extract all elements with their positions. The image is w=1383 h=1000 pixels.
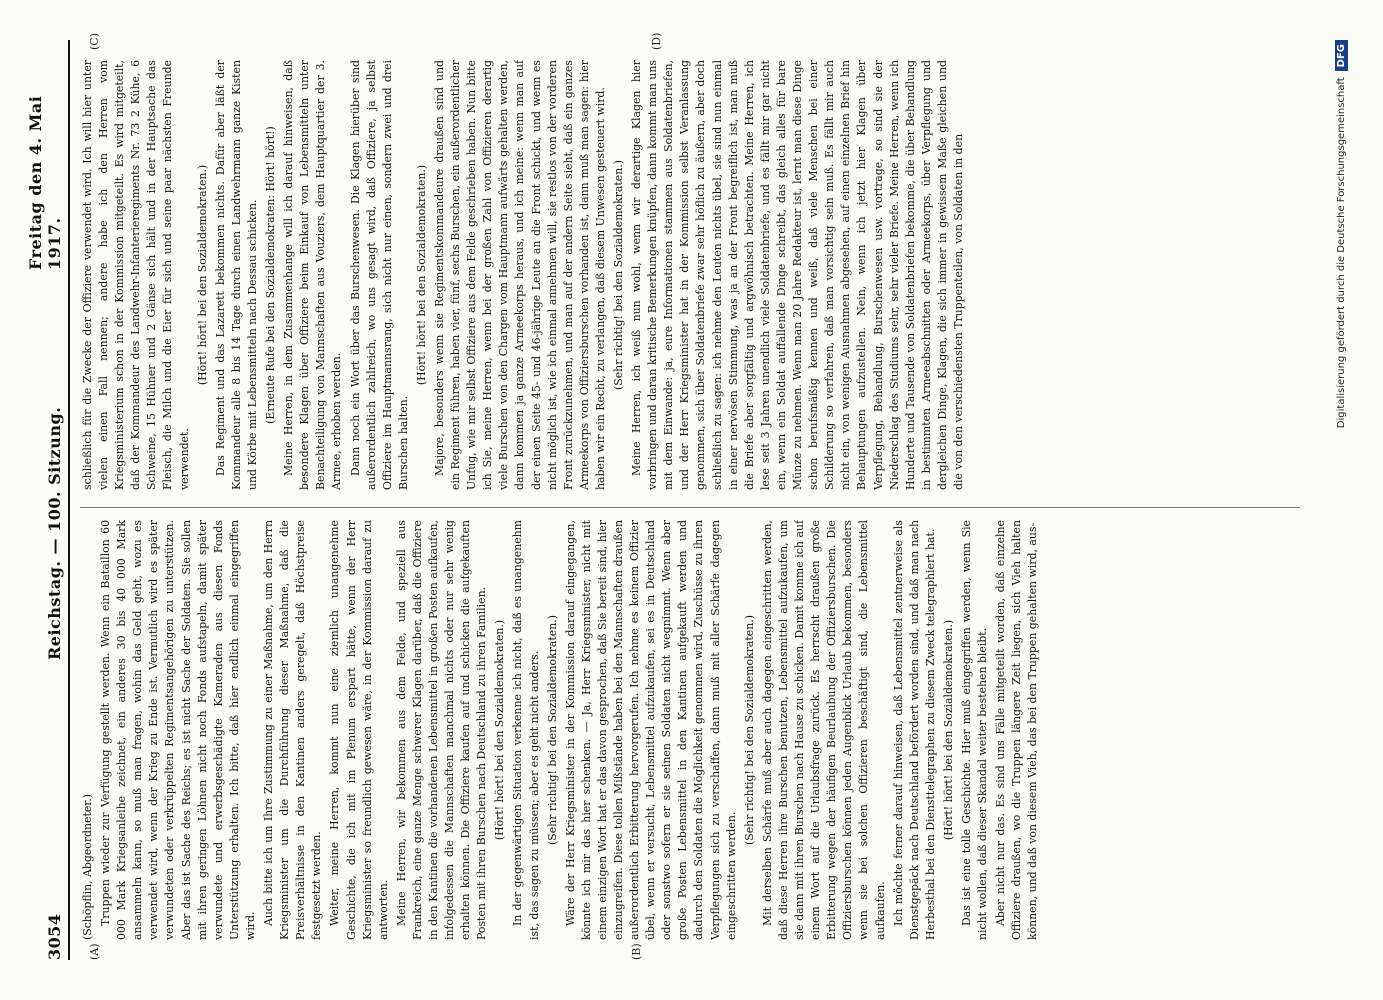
paragraph: Mit derselben Schärfe muß aber auch dagegen eingeschritten werden, daß diese Herren ihre Burschen benutzen, Lebensmittel aufzukaufen, um sie dann mit ihren Burschen nach Hause zu schicken. Damit komme ich auf einem Wort auf die Urlaubsfrage zurück. Es herrscht draußen große Erbitterung wegen der häufigen Beurlaubung der Offiziersburschen. Die Offiziersburschen können jeden Augenblick Urlaub bekommen, besonders wenn sie bei solchen Offizieren beschäftigt sind, die Lebensmittel aufkaufen.: [760, 520, 887, 940]
paragraph: Auch bitte ich um Ihre Zustimmung zu einer Maßnahme, um den Herrn Kriegsminister um die Durchführung dieser Maßnahme, daß die Preisverhältnisse in den Kantinen anders geregelt, daß Höchstpreise festgesetzt werden.: [262, 520, 324, 940]
credit-text: Digitalisierung gefördert durch die Deutsche Forschungsgemeinschaft: [1336, 77, 1347, 429]
left-text-column: [80, 520, 1300, 940]
paragraph: Wäre der Herr Kriegsminister in der Kommission darauf eingegangen, könnte ich mir das hier schenken. — Ja, Herr Kriegsminister, nicht mit einem einzigen Wort hat er das davon gesprochen, daß Sie bereit sind, hier einzugreifen. Diese tollen Mißstände haben bei den Mannschaften draußen außerordentlich Erbitterung hervorgerufen. Ich nehme es keinem Offizier übel, wenn er versucht, Lebensmittel aufzukaufen, sei es in Deutschland oder sonstwo sofern er sie seinen Soldaten nicht wegnimmt. Wenn aber große Posten Lebensmittel in den Kantinen aufgekauft werden und dadurch den Soldaten die Möglichkeit genommen wird, Zuschüsse zu ihren Verpflegungen sich zu verschaffen, dann muß mit aller Schärfe dagegen eingeschritten werden.: [563, 520, 738, 940]
page-header: [26, 40, 70, 960]
margin-marker-b: (B): [630, 943, 643, 960]
column-divider: [80, 507, 1300, 508]
digitization-credit: [1335, 40, 1355, 960]
interjection: (Sehr richtig! bei den Sozialdemokraten.): [545, 615, 559, 845]
paragraph: In der gegenwärtigen Situation verkenne ich nicht, daß es unangenehm ist, das sagen zu müssen; aber es geht nicht anders.: [511, 520, 541, 940]
right-text-column: [80, 60, 1300, 490]
paragraph: Meine Herren, in dem Zusammenhange will ich darauf hinweisen, daß besondere Klagen über Offiziere beim Einkauf von Lebensmitteln unter Benachteiligung von Mannschaften aus Vouziers, dem Hauptquartier der 3. Armee, erhoben werden.: [282, 60, 344, 490]
paragraph: Ich möchte ferner darauf hinweisen, daß Lebensmittel zentnerweise als Dienstgepäck nach Deutschland befördert worden sind, und daß man nach Herbesthal bei den Diensttelegraphen zu diesem Zweck telegraphiert hat.: [891, 520, 937, 940]
margin-marker-d: (D): [650, 32, 663, 50]
interjection: (Hört! hört! bei den Sozialdemokraten.): [493, 619, 507, 841]
interjection: (Sehr richtig! bei den Sozialdemokraten.): [742, 615, 756, 845]
interjection: (Hört! hört! bei den Sozialdemokraten.): [195, 164, 209, 386]
interjection: (Erneute Rufe bei den Sozialdemokraten: Hört! hört!): [264, 126, 278, 424]
page-number: 3054: [45, 913, 64, 960]
margin-marker-c: (C): [88, 33, 101, 50]
session-title: Reichstag. — 100. Sitzung.: [45, 406, 64, 660]
paragraph: Meine Herren, ich weiß nun wohl, wenn wir derartige Klagen hier vorbringen und daran kritische Bemerkungen knüpfen, dann kommt man uns mit dem Einwande: ja, eure Informationen stammen aus Soldatenbriefen, und der Herr Kriegsminister hat in der Kommission selbst Veranlassung genommen, sich über Soldatenbriefe zwar sehr höflich zu äußern, aber doch schließlich zu sagen: ich nehme den Leuten nichts übel, sie sind nun einmal in einer nervösen Stimmung, was ja an der Front begreiflich ist, man muß die Briefe aber sorgfältig und argwöhnisch betrachten. Meine Herren, ich lese seit 3 Jahren unendlich viele Soldatenbriefe, und es fällt mir gar nicht ein, wenn ein Soldat auffallende Dinge schreibt, das gleich alles für bare Münze zu nehmen. Wenn man 20 Jahre Redakteur ist, lernt man diese Dinge schon berufsmäßig kennen und weiß, daß viele Menschen bei einer Schilderung so verfahren, daß man vorsichtig sein muß. Es fällt mir auch nicht ein, von wenigen Ausnahmen abgesehen, auf einen einzelnen Brief hin Behauptungen aufzustellen. Nein, wenn ich jetzt hier Klagen über Verpflegung, Behandlung, Burschenwesen usw. vortrage, so sind sie der Niederschlag des Studiums sehr, sehr vieler Briefe. Meine Herren, wenn ich Hunderte und Tausende von Soldatenbriefen bekomme, die über Behandlung in bestimmten Armeeabschnitten oder Armeekorps, über Verpflegung und dergleichen Dinge, Klagen, die sich immer in gewissem Maße gleichen und die von den verschiedensten Truppenteilen, von Soldaten in den: [630, 60, 965, 490]
paragraph: Aber nicht nur das. Es sind uns Fälle mitgeteilt worden, daß einzelne Offiziere draußen, wo die Truppen längere Zeit liegen, sich Vieh halten können, und daß von diesem Vieh, das bei den Truppen gehalten wird, aus-: [994, 520, 1040, 940]
speaker-line: (Schöpflin, Abgeordneter.): [81, 793, 94, 940]
paragraph: Majore, besonders wenn sie Regimentskommandeure draußen sind und ein Regiment führen, haben vier, fünf, sechs Burschen, ein außerordentlicher Unfug, wie mir selbst Offiziere aus dem Felde geschrieben haben. Nun bitte ich Sie, meine Herren, wenn bei der großen Zahl von Offizieren derartig viele Burschen von den Chargen vom Hauptmann aufwärts gehalten werden, dann kommen ja ganze Armeekorps heraus, und ich meine: wenn man auf der einen Seite 45- und 46-jährige Leute an die Front schickt, und wenn es nicht möglich ist, wie ich einmal annehmen will, sie restlos von der vorderen Front zurückzunehmen, und man auf der andern Seite sieht, daß ein ganzes Armeekorps von Offiziersburschen vorhanden ist, dann muß man sagen: hier haben wir ein Recht, zu verlangen, daß diesem Unwesen gesteuert wird.: [432, 60, 607, 490]
paragraph: Dann noch ein Wort über das Burschenwesen. Die Klagen hierüber sind außerordentlich zahlreich, wo uns gesagt wird, daß Offiziere, ja selbst Offiziere im Hauptmannsrang, sich nicht nur einen, sondern zwei und drei Burschen halten.: [348, 60, 410, 490]
interjection: (Hört! hört! bei den Sozialdemokraten.): [941, 619, 955, 841]
session-date: Freitag den 4. Mai 1917.: [26, 95, 64, 270]
margin-marker-a: (A): [88, 943, 101, 960]
paragraph: Das Regiment und das Lazarett bekommen nichts. Dafür aber läßt der Kommandeur alle 8 bis 14 Tage durch einen Landwehrmann ganze Kisten und Körbe mit Lebensmitteln nach Dessau schicken.: [213, 60, 259, 490]
paragraph: schließlich für die Zwecke der Offiziere verwendet wird. Ich will hier unter vielen einen Fall nennen; andere habe ich den Herren vom Kriegsministerium schon in der Kommission mitgeteilt. Es wird mitgeteilt, daß der Kommandeur des Landwehr-Infanterieregiments Nr. 73 2 Kühe, 6 Schweine, 15 Hühner und 2 Gänse sich hält und in der Hauptsache das Fleisch, die Milch und die Eier für sich und seine paar nächsten Freunde verwendet.: [81, 60, 191, 490]
paragraph: Das ist eine tolle Geschichte. Hier muß eingegriffen werden, wenn Sie nicht wollen, daß dieser Skandal weiter bestehen bleibt.: [959, 520, 990, 940]
paragraph: Weiter, meine Herren, kommt nun eine ziemlich unangenehme Geschichte, die ich mit im Plenum erspart hätte, wenn der Herr Kriegsminister so freundlich gewesen wäre, in der Kommission darauf zu antworten.: [328, 520, 390, 940]
dfg-logo: DFG: [1335, 40, 1348, 71]
interjection: (Hört! hört! bei den Sozialdemokraten.): [414, 164, 428, 386]
paragraph: Truppen wieder zur Verfügung gestellt werden. Wenn ein Bataillon 60 000 Mark Kriegsanleihe zeichnet, ein anderes 30 bis 40 000 Mark ansammeln kann, so muß man fragen, wohin das Geld geht, wozu es verwendet wird, wenn der Krieg zu Ende ist. Vermutlich wird es später verwundeten oder verkrüppelten Regimentsangehörigen zu unterstützen. Aber das ist Sache des Reichs; es ist nicht Sache der Soldaten. Sie sollen mit ihren geringen Löhnen nicht noch Fonds aufstapeln, damit später verwundete und erwerbsgeschädigte Kameraden aus diesen Fonds Unterstützung erhalten. Ich bitte, daß hier endlich einmal eingegriffen wird.: [99, 520, 257, 940]
paragraph: Meine Herren, wir bekommen aus dem Felde, und speziell aus Frankreich, eine ganze Menge schwerer Klagen darüber, daß die Offiziere in den Kantinen die vorhandenen Lebensmittel in großen Posten aufkaufen, infolgedessen die Mannschaften manchmal nichts oder nur sehr wenig erhalten können. Die Offiziere kaufen auf und schicken die aufgekauften Posten mit ihren Burschen nach Deutschland zu ihren Familien.: [394, 520, 489, 940]
interjection: (Sehr richtig! bei den Sozialdemokraten.): [612, 160, 625, 390]
